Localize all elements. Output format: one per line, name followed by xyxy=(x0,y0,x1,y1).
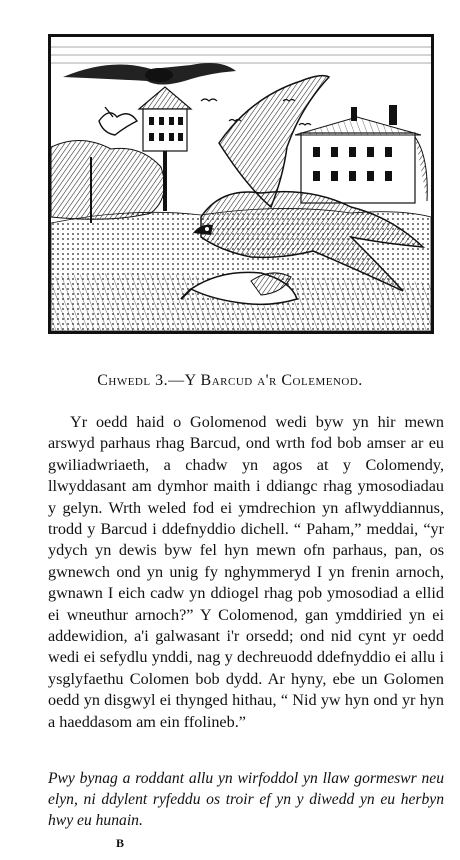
fable-moral xyxy=(48,768,444,831)
fable-body xyxy=(48,412,444,733)
fable-paragraph: Yr oedd haid o Golomenod wedi byw yn hir mewn arswyd parhaus rhag Barcud, ond wrth fod bob amser ar eu gwiliadwriaeth, a chadw yn agos at y Colomendy, llwyddasant am dymhor maith i ddiangc rhag ymosodiadau y gelyn. Wrth weled fod ei ymdrechion yn aflwyddiannus, trodd y Barcud i ddefnyddio dichell. “ Paham,” meddai, “yr ydych yn dewis byw fel hyn mewn ofn parhaus, pan, os gwnewch ond yn unig fy nghymmeryd I yn frenin arnoch, gwnawn I eich cadw yn ddiogel rhag pob ymosodiad a ellid ei wneuthur arnoch?” Y Colomenod, gan ymddiried yn ei addewidion, a'i galwasant i'r orsedd; ond nid cynt yr oedd wedi ei sefydlu ynddi, nag y dechreuodd ddefnyddio ei allu i ysglyfaethu Colomen bob dydd. Ar hyny, ebe un Golomen oedd yn disgwyl ei thynged hithau, “ Nid yw hyn ond yr hyn a haeddasom am ein ffolineb.” xyxy=(48,413,444,731)
fable-title: Chwedl 3.—Y Barcud a'r Colemenod. xyxy=(97,372,363,389)
moral-text: Pwy bynag a roddant allu yn wirfoddol yn llaw gormeswr neu elyn, ni ddylent ryfeddu os troir ef yn y diwedd yn eu herbyn hwy eu hunain. xyxy=(48,770,444,829)
page-signature: B xyxy=(116,836,125,850)
engraving-illustration xyxy=(48,34,434,334)
